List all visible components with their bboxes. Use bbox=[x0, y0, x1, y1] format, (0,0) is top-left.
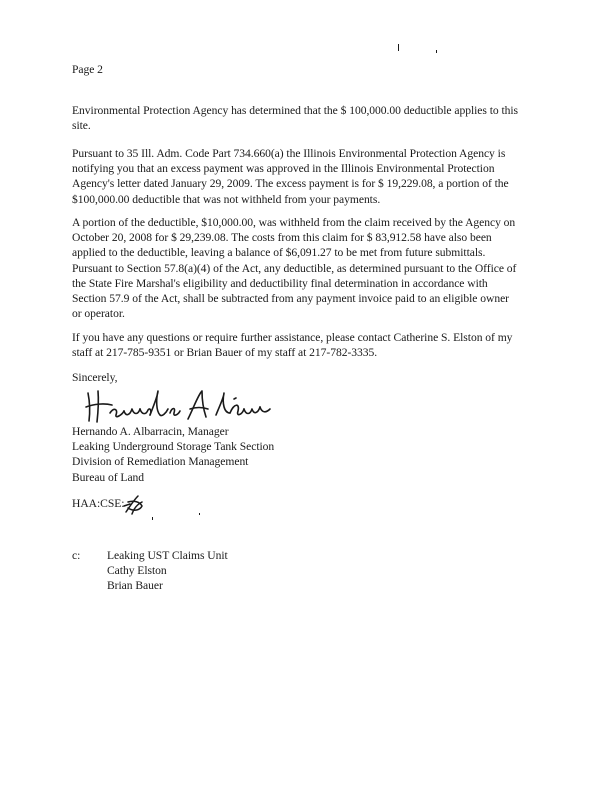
scan-speck bbox=[398, 44, 399, 51]
cc-label: c: bbox=[72, 549, 81, 562]
paragraph-excess-payment: Pursuant to 35 Ill. Adm. Code Part 734.660(a) the Illinois Environmental Protection Agency is notifying you that an excess payment was approved in the Illinois Environmental Protection Agency's letter dated January 29, 2009. The excess payment is for $ 19,229.08, a portion of the $100,000.00 deductible that was not withheld from your payments. bbox=[72, 147, 509, 206]
signature-block: Hernando A. Albarracin, Manager Leaking Underground Storage Tank Section Division of Remediation Management Bureau of Land bbox=[72, 425, 275, 484]
typist-initials: HAA:CSE: bbox=[72, 497, 125, 510]
handwritten-signature bbox=[84, 385, 274, 425]
closing-salutation: Sincerely, bbox=[72, 371, 118, 384]
scan-speck bbox=[199, 513, 200, 515]
paragraph-contact: If you have any questions or require further assistance, please contact Catherine S. Elston of my staff at 217-785-9351 or Brian Bauer of my staff at 217-782-3335. bbox=[72, 331, 513, 360]
paragraph-deductible-applies: Environmental Protection Agency has determined that the $ 100,000.00 deductible applies to this site. bbox=[72, 104, 519, 133]
scan-speck bbox=[436, 50, 437, 53]
paragraph-deductible-withheld: A portion of the deductible, $10,000.00, was withheld from the claim received by the Agency on October 20, 2008 for $ 29,239.08. The costs from this claim for $ 83,912.58 have also been applied to the deductible, leaving a balance of $6,091.27 to be met from future submittals. Pursuant to Section 57.8(a)(4) of the Act, any deductible, as determined pursuant to the Office of the State Fire Marshal's eligibility and deductibility final determination in accordance with Section 57.9 of the Act, shall be subtracted from any payment invoice paid to an eligible owner or operator. bbox=[72, 216, 517, 321]
handwritten-initials bbox=[122, 492, 146, 516]
page-number: Page 2 bbox=[72, 63, 103, 76]
scan-speck bbox=[152, 517, 153, 520]
cc-recipients: Leaking UST Claims Unit Cathy Elston Brian Bauer bbox=[107, 549, 228, 593]
